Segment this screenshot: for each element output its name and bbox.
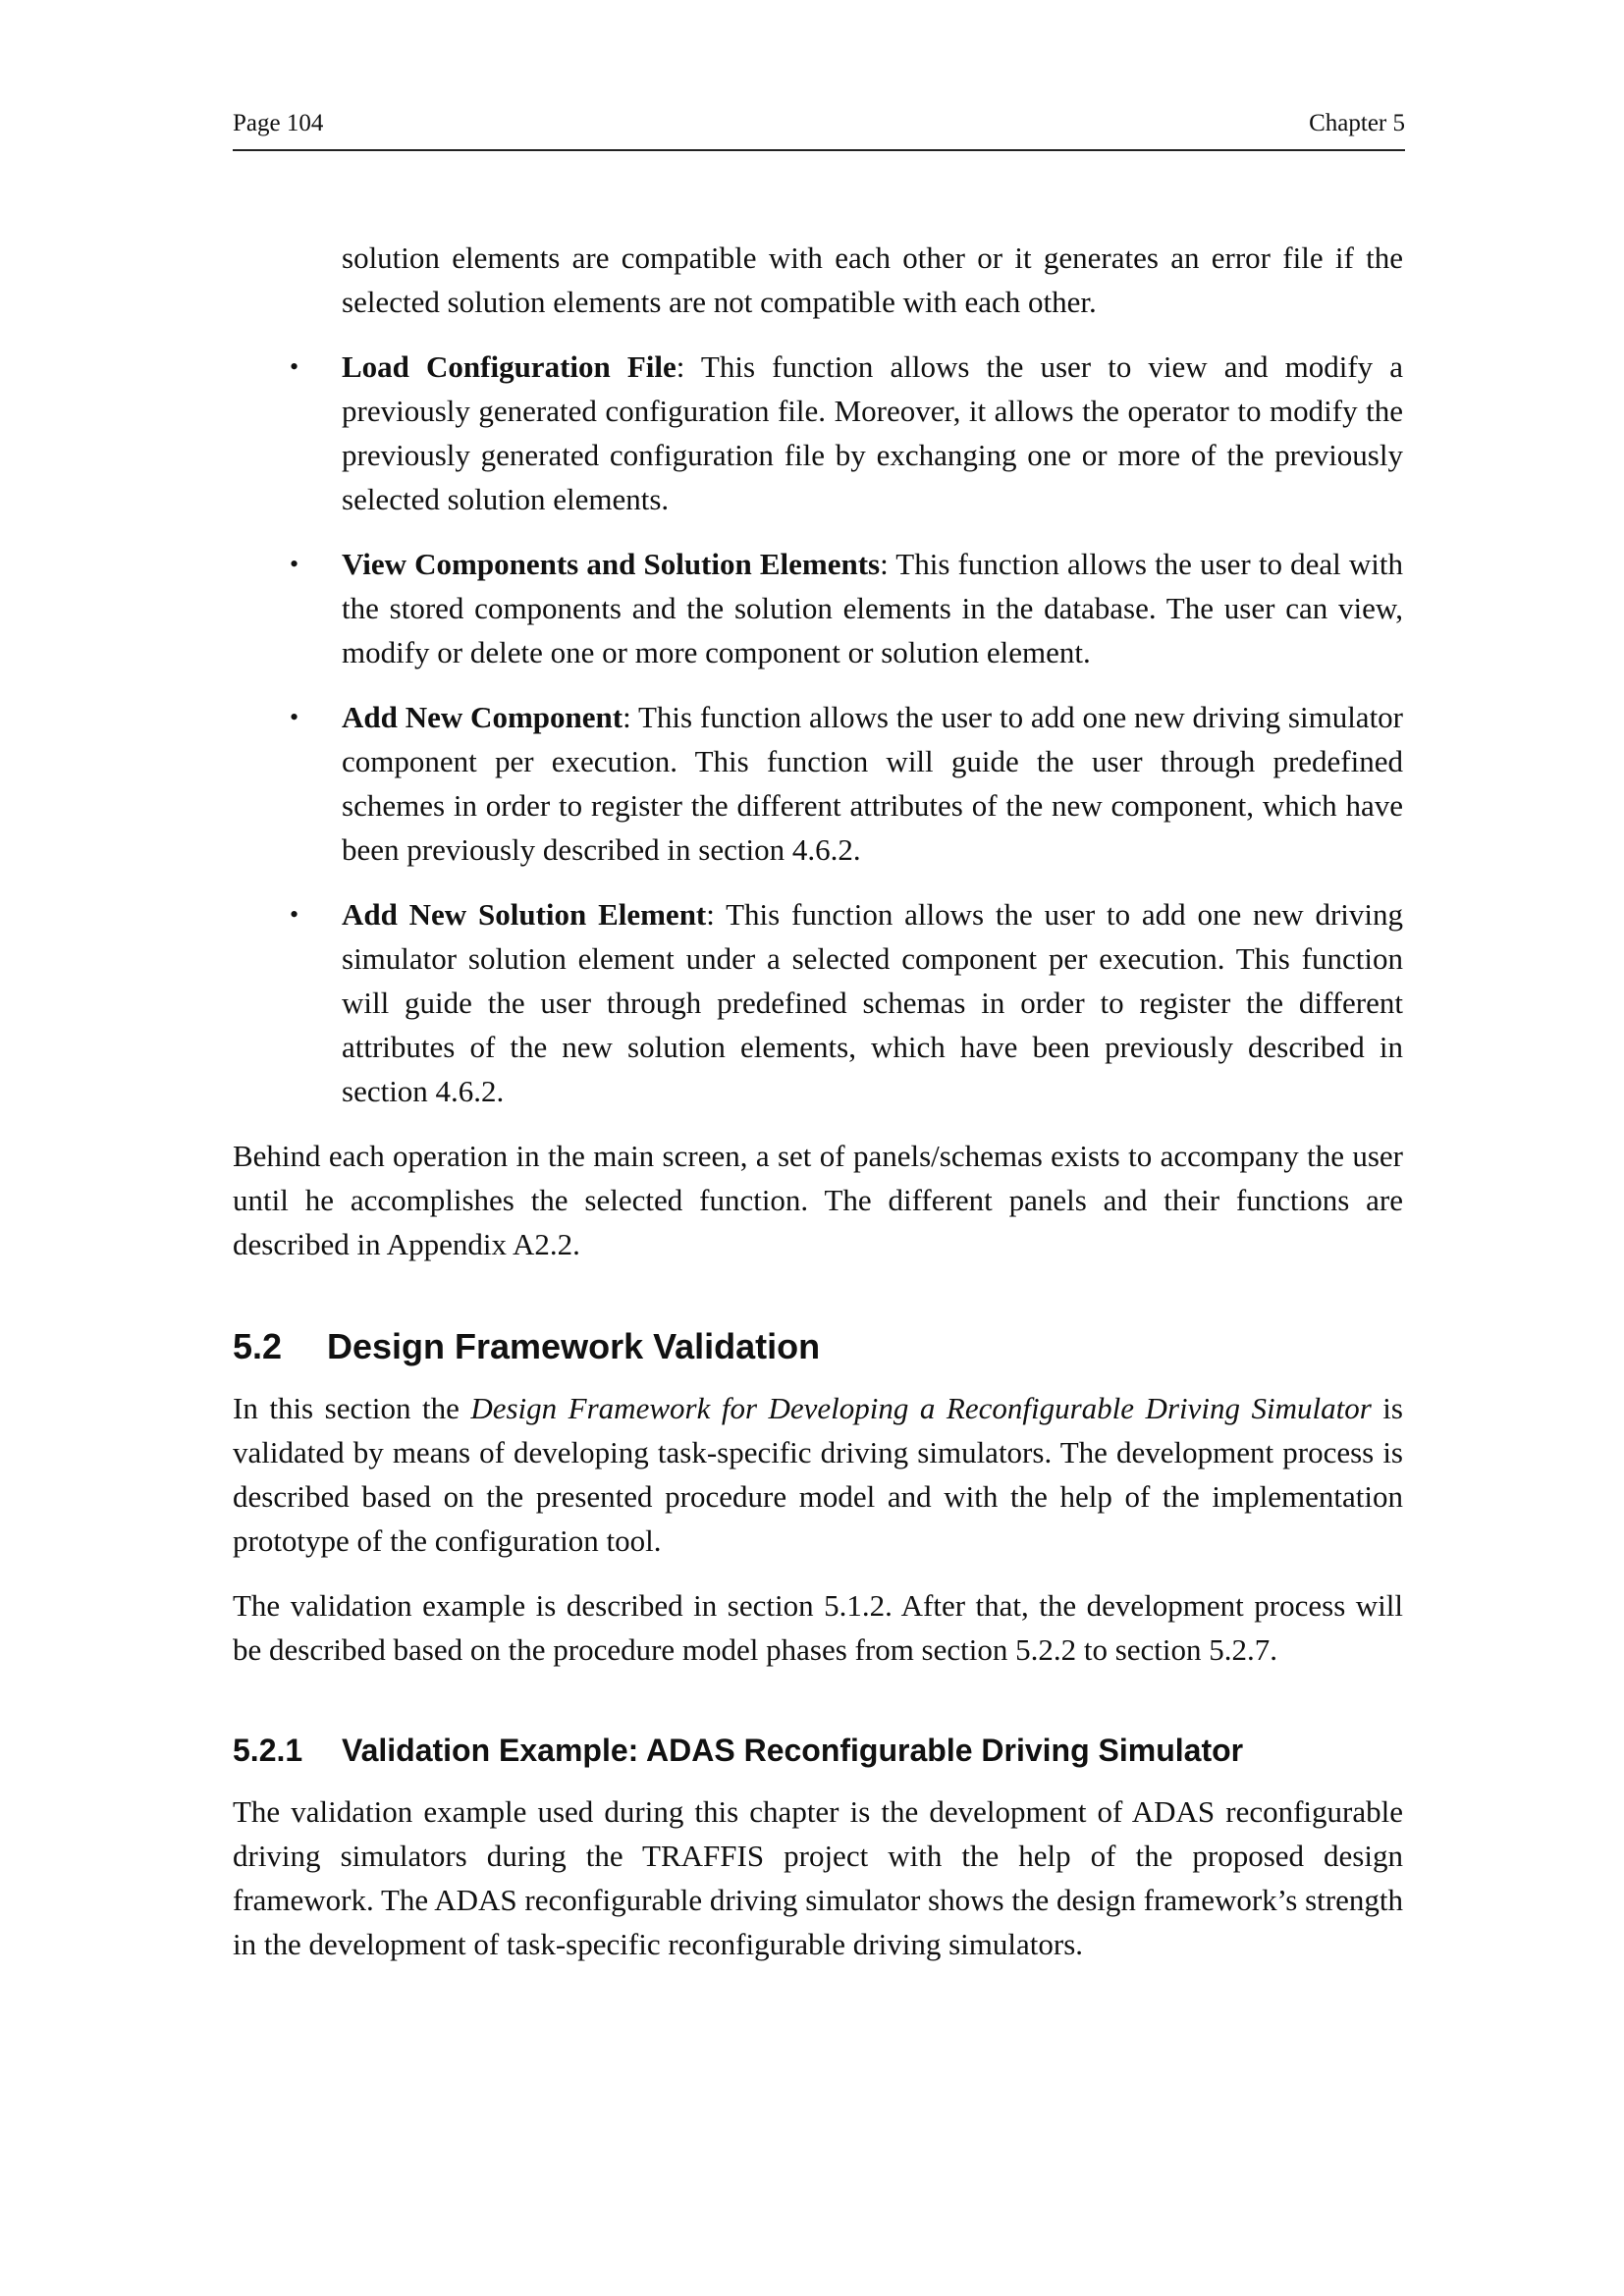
section-heading	[233, 1323, 1403, 1370]
paragraph-suffix: is validated by means of developing task-specific driving simulators. The development process is described based on the presented procedure model and with the help of the implementation prototype of the configuration tool.	[233, 1391, 1403, 1558]
bullet-icon: •	[290, 900, 299, 929]
list-item-term: Add New Component	[342, 700, 623, 734]
bullet-icon: •	[290, 352, 299, 381]
section-number: 5.2	[233, 1326, 283, 1366]
page-number: Page 104	[233, 110, 324, 136]
list-item-text: : This function allows the user to add one new driving simulator solution element under a selected component per execution. This function will guide the user through predefined schemas in order to register the different attributes of the new solution elements, which have been previously described in section 4.6.2.	[342, 897, 1403, 1108]
continued-paragraph	[233, 236, 1403, 324]
intro-continuation: solution elements are compatible with each other or it generates an error file if the selected solution elements are not compatible with each other.	[342, 240, 1403, 319]
framework-title: Design Framework for Developing a Reconfigurable Driving Simulator	[470, 1391, 1372, 1425]
section-title: Design Framework Validation	[327, 1326, 821, 1366]
list-item	[233, 695, 1403, 872]
list-item	[233, 892, 1403, 1113]
page-body	[233, 236, 1403, 1966]
section-paragraph: The validation example is described in section 5.1.2. After that, the development process will be described based on the procedure model phases from section 5.2.2 to section 5.2.7.	[233, 1588, 1403, 1667]
bullet-icon: •	[290, 703, 299, 731]
paragraph-prefix: In this section the	[233, 1391, 471, 1425]
list-item-term: Load Configuration File	[342, 349, 677, 384]
subsection-title: Validation Example: ADAS Reconfigurable Driving Simulator	[342, 1733, 1244, 1768]
bullet-icon: •	[290, 550, 299, 578]
page-header	[233, 110, 1405, 151]
subsection-paragraph: The validation example used during this chapter is the development of ADAS reconfigurable driving simulators during the TRAFFIS project with the help of the proposed design framework. The ADAS reconfigurable driving simulator shows the design framework’s strength in the development of task-specific reconfigurable driving simulators.	[233, 1794, 1403, 1961]
chapter-label: Chapter 5	[1309, 110, 1405, 136]
list-item	[233, 345, 1403, 521]
list-item-text: : This function allows the user to deal with the stored components and the solution elements in the database. The user can view, modify or delete one or more component or solution element.	[342, 547, 1403, 669]
subsection-heading	[233, 1729, 1403, 1772]
list-item-text: : This function allows the user to add one new driving simulator component per execution. This function will guide the user through predefined schemes in order to register the different attributes of the new component, which have been previously described in section 4.6.2.	[342, 700, 1404, 867]
section-paragraph	[233, 1386, 1403, 1563]
list-item-text: : This function allows the user to view and modify a previously generated configuration file. Moreover, it allows the operator to modify the previously generated configuration file by exchanging one or more of the previously selected solution elements.	[342, 349, 1403, 516]
list-item-term: View Components and Solution Elements	[342, 547, 881, 581]
list-item	[233, 542, 1403, 674]
behind-paragraph: Behind each operation in the main screen, a set of panels/schemas exists to accompany the user until he accomplishes the selected function. The different panels and their functions are described in Appendix A2.2.	[233, 1139, 1403, 1261]
subsection-number: 5.2.1	[233, 1733, 303, 1768]
list-item-term: Add New Solution Element	[342, 897, 707, 932]
function-list	[233, 345, 1403, 1113]
